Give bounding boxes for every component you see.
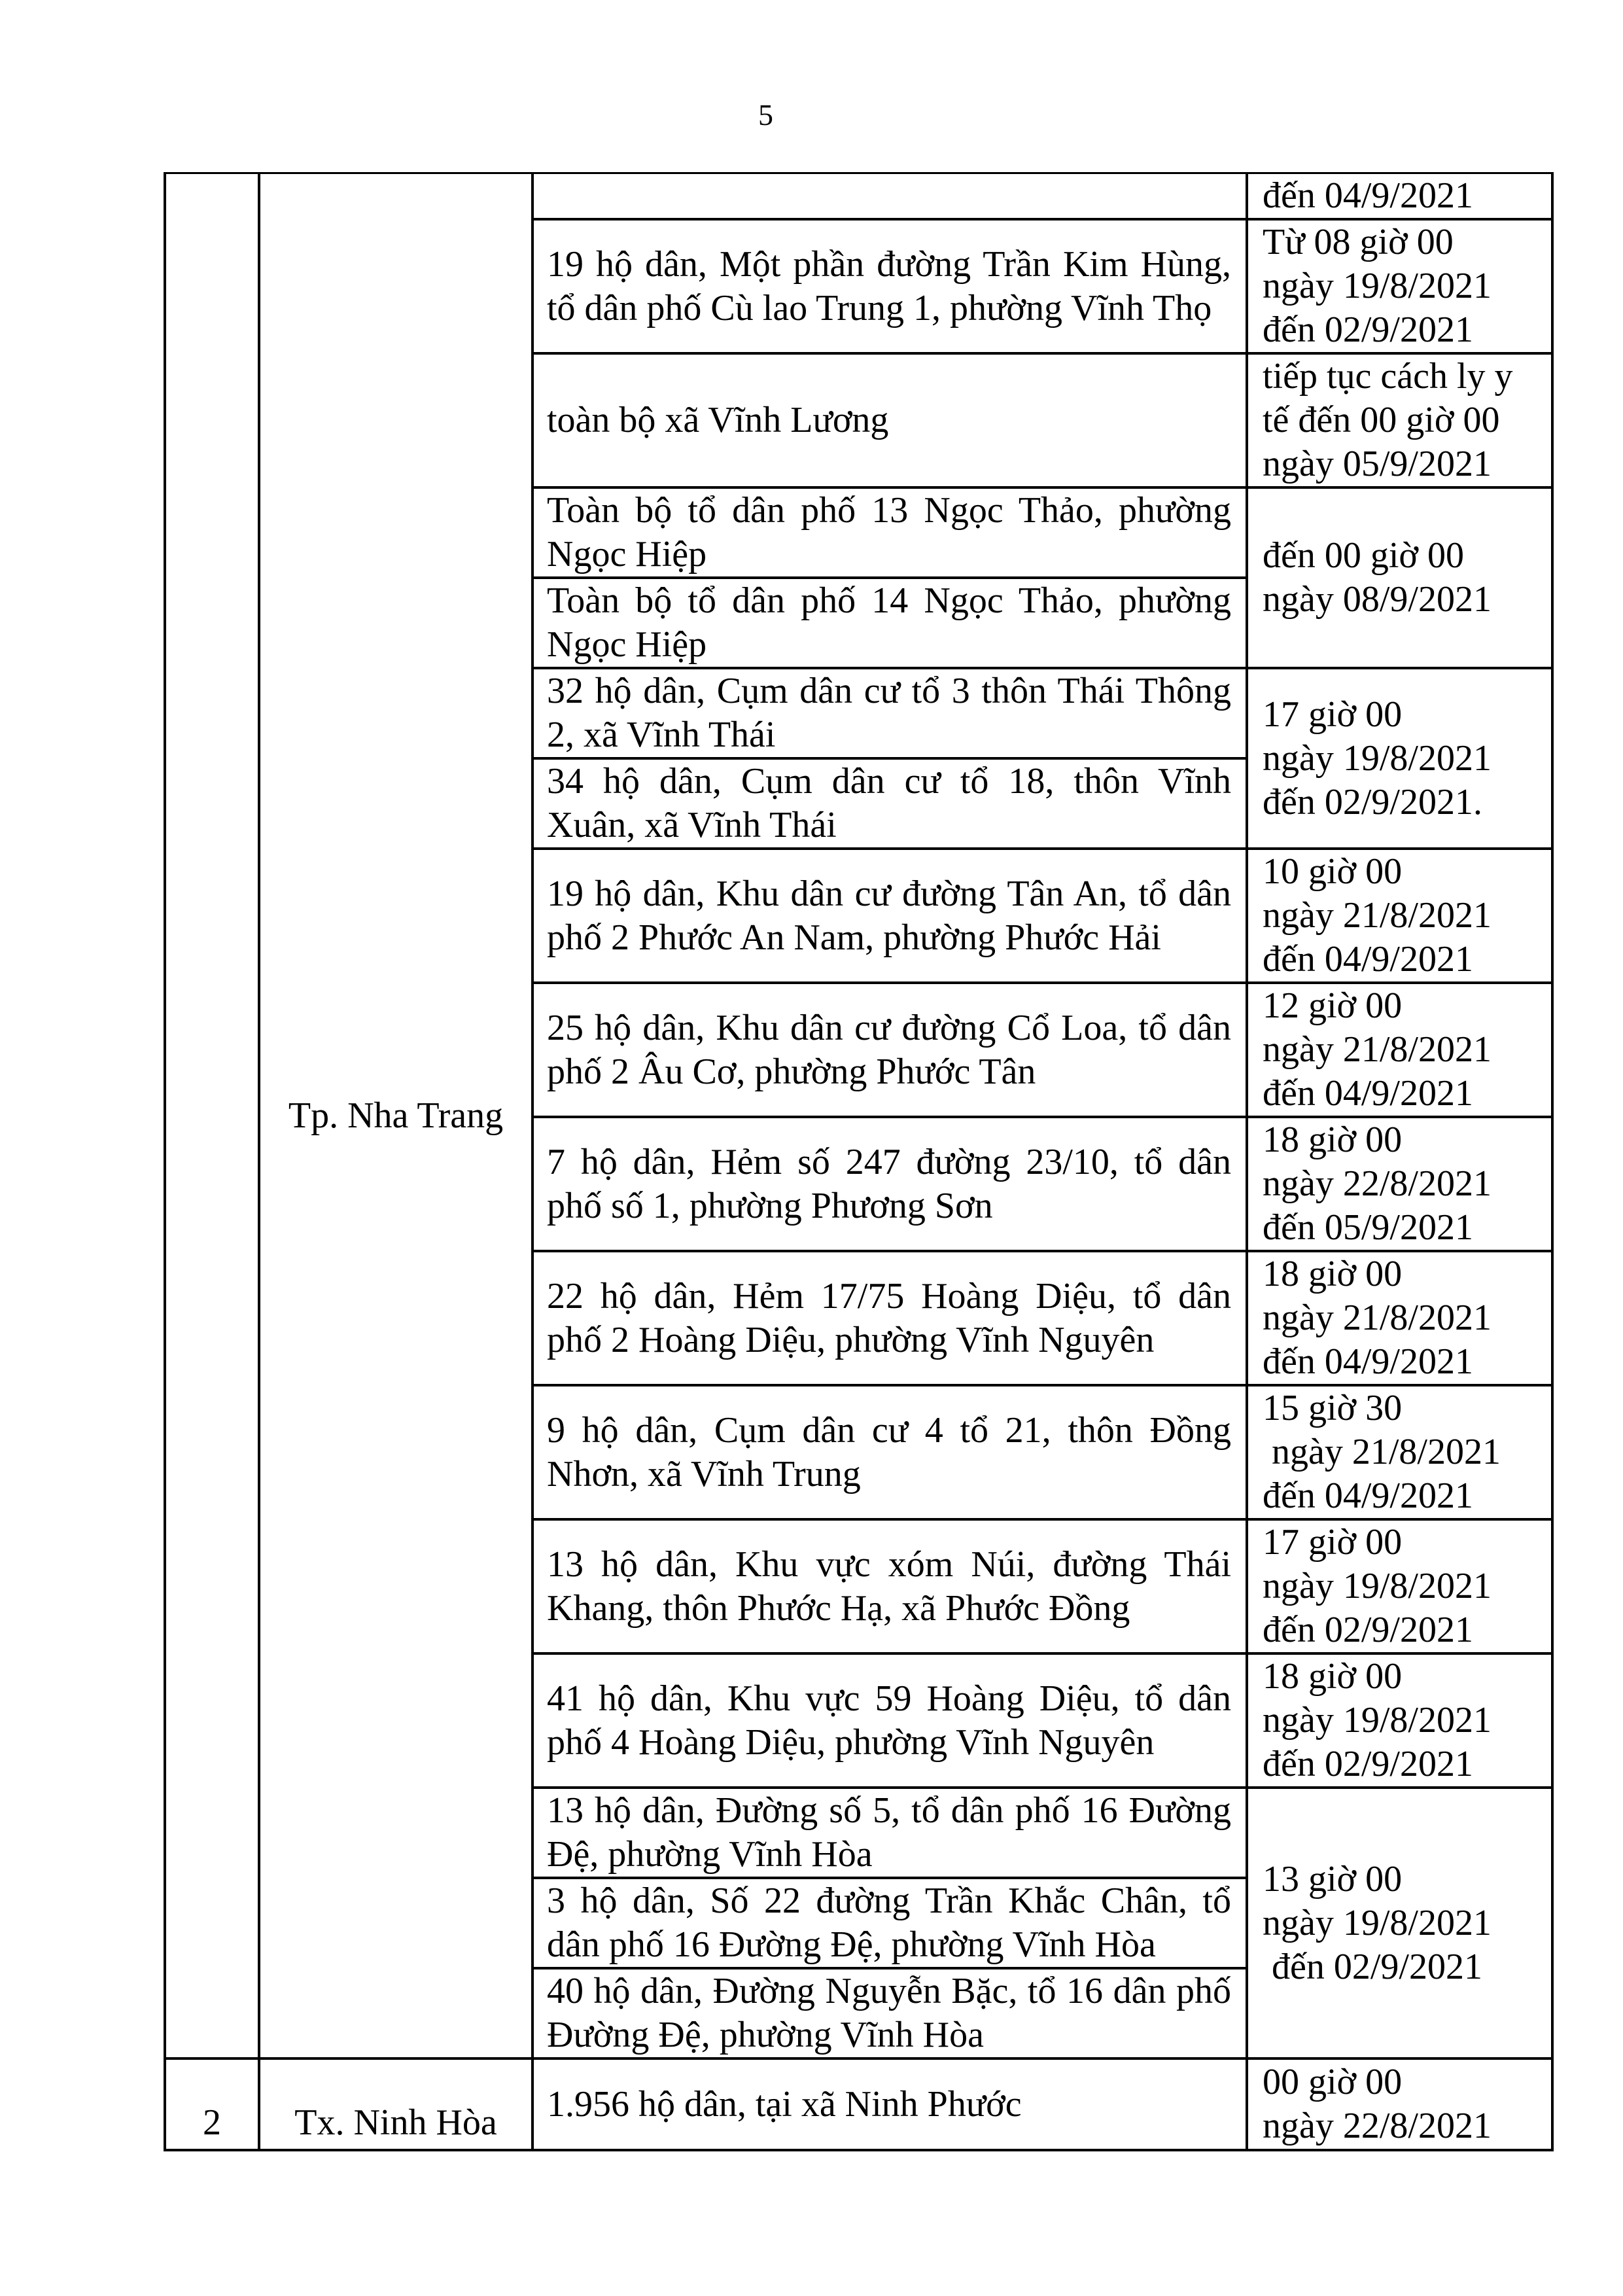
district-cell [259, 173, 532, 2059]
place-cell: 41 hộ dân, Khu vực 59 Hoàng Diệu, tổ dân phố 4 Hoàng Diệu, phường Vĩnh Nguyên [532, 1653, 1247, 1788]
place-cell: 7 hộ dân, Hẻm số 247 đường 23/10, tổ dân phố số 1, phường Phương Sơn [532, 1117, 1247, 1251]
place-cell: 40 hộ dân, Đường Nguyễn Bặc, tổ 16 dân phố Đường Đệ, phường Vĩnh Hòa [532, 1968, 1247, 2058]
time-cell [1247, 2058, 1552, 2150]
time-line: 18 giờ 00 [1263, 1656, 1403, 1697]
place-cell: Toàn bộ tổ dân phố 14 Ngọc Thảo, phường Ngọc Hiệp [532, 578, 1247, 668]
time-line: đến 04/9/2021 [1263, 1341, 1473, 1382]
time-cell [1247, 487, 1552, 668]
quarantine-table [164, 172, 1554, 2151]
time-line: tế đến 00 giờ 00 [1263, 400, 1500, 440]
time-cell [1247, 1788, 1552, 2058]
stt-label: 2 [203, 2102, 221, 2143]
time-cell [1247, 668, 1552, 849]
time-line: đến 04/9/2021 [1263, 175, 1473, 216]
time-line: 18 giờ 00 [1263, 1254, 1403, 1294]
time-cell [1247, 219, 1552, 353]
place-cell: 32 hộ dân, Cụm dân cư tổ 3 thôn Thái Thông 2, xã Vĩnh Thái [532, 668, 1247, 758]
time-line: ngày 08/9/2021 [1263, 579, 1492, 620]
time-line: ngày 22/8/2021 [1263, 1163, 1492, 1204]
time-line: 12 giờ 00 [1263, 985, 1403, 1026]
table-row [165, 173, 1552, 220]
time-line: ngày 22/8/2021 [1263, 2106, 1492, 2146]
time-line: đến 04/9/2021 [1263, 1073, 1473, 1114]
time-cell [1247, 1385, 1552, 1519]
time-cell [1247, 353, 1552, 487]
district-label: Tp. Nha Trang [288, 1095, 504, 1136]
time-line: 00 giờ 00 [1263, 2062, 1403, 2102]
time-line: đến 02/9/2021 [1263, 1610, 1473, 1650]
place-cell: 25 hộ dân, Khu dân cư đường Cổ Loa, tổ dân phố 2 Âu Cơ, phường Phước Tân [532, 983, 1247, 1117]
time-line: ngày 19/8/2021 [1263, 1566, 1492, 1606]
time-line: đến 00 giờ 00 [1263, 535, 1465, 576]
time-line: ngày 21/8/2021 [1263, 1029, 1492, 1070]
stt-cell [165, 2058, 259, 2150]
page-number: 5 [758, 98, 773, 132]
time-cell [1247, 1653, 1552, 1788]
time-line: ngày 05/9/2021 [1263, 444, 1492, 484]
time-cell [1247, 983, 1552, 1117]
place-cell: 3 hộ dân, Số 22 đường Trần Khắc Chân, tổ dân phố 16 Đường Đệ, phường Vĩnh Hòa [532, 1878, 1247, 1968]
time-line: 13 giờ 00 [1263, 1858, 1403, 1899]
time-line: đến 04/9/2021 [1263, 939, 1473, 980]
place-cell: 13 hộ dân, Đường số 5, tổ dân phố 16 Đường Đệ, phường Vĩnh Hòa [532, 1788, 1247, 1878]
time-cell [1247, 173, 1552, 220]
place-cell: Toàn bộ tổ dân phố 13 Ngọc Thảo, phường Ngọc Hiệp [532, 487, 1247, 578]
time-cell [1247, 849, 1552, 983]
time-line: tiếp tục cách ly y [1263, 356, 1513, 397]
place-cell [532, 173, 1247, 220]
place-cell: 22 hộ dân, Hẻm 17/75 Hoàng Diệu, tổ dân phố 2 Hoàng Diệu, phường Vĩnh Nguyên [532, 1251, 1247, 1385]
time-cell [1247, 1251, 1552, 1385]
time-line: ngày 21/8/2021 [1263, 895, 1492, 936]
place-cell: 13 hộ dân, Khu vực xóm Núi, đường Thái Khang, thôn Phước Hạ, xã Phước Đồng [532, 1519, 1247, 1653]
place-cell: 19 hộ dân, Một phần đường Trần Kim Hùng, tổ dân phố Cù lao Trung 1, phường Vĩnh Thọ [532, 219, 1247, 353]
time-line: ngày 21/8/2021 [1263, 1432, 1501, 1472]
time-line: ngày 19/8/2021 [1263, 1700, 1492, 1740]
time-cell [1247, 1117, 1552, 1251]
place-cell: 9 hộ dân, Cụm dân cư 4 tổ 21, thôn Đồng Nhơn, xã Vĩnh Trung [532, 1385, 1247, 1519]
time-line: đến 02/9/2021 [1263, 1744, 1473, 1784]
place-cell: 1.956 hộ dân, tại xã Ninh Phước [532, 2058, 1247, 2150]
time-line: 18 giờ 00 [1263, 1120, 1403, 1160]
time-line: 10 giờ 00 [1263, 851, 1403, 892]
district-label: Tx. Ninh Hòa [294, 2102, 497, 2143]
time-line: đến 02/9/2021. [1263, 781, 1482, 822]
place-cell: 34 hộ dân, Cụm dân cư tổ 18, thôn Vĩnh Xuân, xã Vĩnh Thái [532, 758, 1247, 849]
time-cell [1247, 1519, 1552, 1653]
place-cell: 19 hộ dân, Khu dân cư đường Tân An, tổ dân phố 2 Phước An Nam, phường Phước Hải [532, 849, 1247, 983]
time-line: ngày 21/8/2021 [1263, 1298, 1492, 1338]
time-line: 17 giờ 00 [1263, 694, 1403, 735]
district-cell [259, 2058, 532, 2150]
time-line: Từ 08 giờ 00 [1263, 222, 1454, 262]
stt-cell [165, 173, 259, 2059]
time-line: ngày 19/8/2021 [1263, 1902, 1492, 1943]
time-line: đến 02/9/2021 [1263, 1946, 1482, 1987]
table-row [165, 2058, 1552, 2150]
time-line: đến 05/9/2021 [1263, 1207, 1473, 1248]
place-cell: toàn bộ xã Vĩnh Lương [532, 353, 1247, 487]
time-line: 17 giờ 00 [1263, 1522, 1403, 1563]
time-line: 15 giờ 30 [1263, 1388, 1403, 1428]
time-line: đến 02/9/2021 [1263, 309, 1473, 350]
time-line: ngày 19/8/2021 [1263, 737, 1492, 779]
time-line: đến 04/9/2021 [1263, 1475, 1473, 1516]
time-line: ngày 19/8/2021 [1263, 266, 1492, 306]
